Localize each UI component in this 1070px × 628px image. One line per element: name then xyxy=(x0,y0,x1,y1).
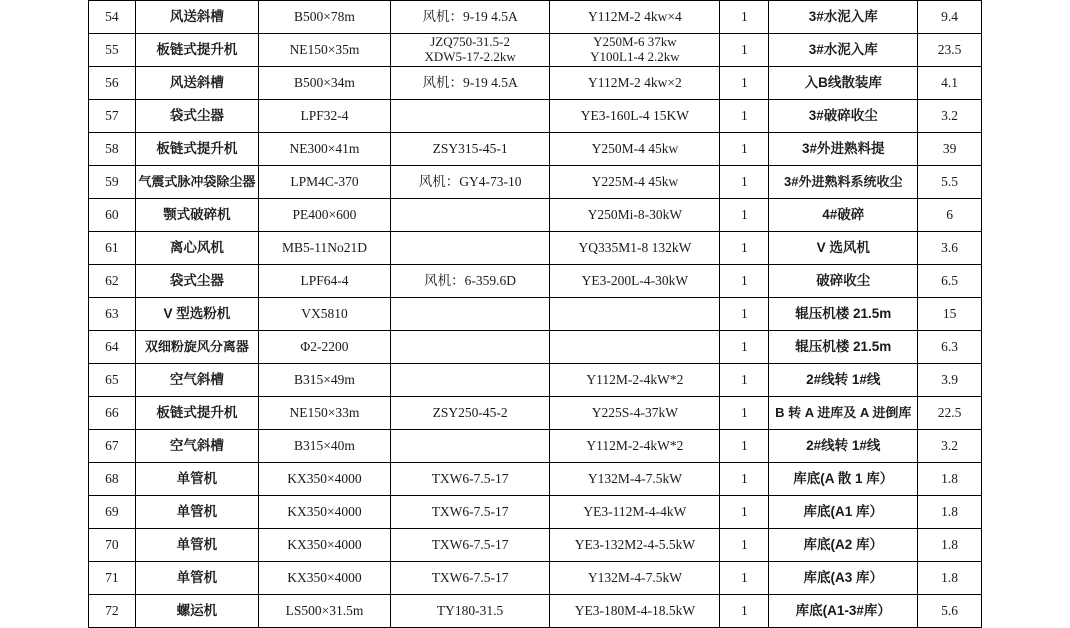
quantity: 1 xyxy=(720,133,769,166)
equipment-model: PE400×600 xyxy=(259,199,391,232)
motor-spec: Y250Mi-8-30kW xyxy=(550,199,720,232)
motor-spec: Y225S-4-37kW xyxy=(550,397,720,430)
quantity: 1 xyxy=(720,265,769,298)
equipment-model: VX5810 xyxy=(259,298,391,331)
table-row xyxy=(89,34,982,67)
table-row xyxy=(89,529,982,562)
equipment-name-text: 双细粉旋风分离器 xyxy=(144,339,249,354)
install-location: 库底(A1-3#库） xyxy=(769,595,918,628)
table-row xyxy=(89,331,982,364)
row-index: 56 xyxy=(89,67,136,100)
fan-spec xyxy=(390,331,549,364)
table-row xyxy=(89,265,982,298)
equipment-name xyxy=(135,331,258,364)
install-location: 2#线转 1#线 xyxy=(769,364,918,397)
equipment-model: B500×34m xyxy=(259,67,391,100)
equipment-name: 空气斜槽 xyxy=(135,364,258,397)
quantity: 1 xyxy=(720,331,769,364)
quantity: 1 xyxy=(720,529,769,562)
power-value: 1.8 xyxy=(918,463,982,496)
fan-spec: TXW6-7.5-17 xyxy=(390,463,549,496)
table-row xyxy=(89,430,982,463)
motor-spec: YE3-132M2-4-5.5kW xyxy=(550,529,720,562)
quantity: 1 xyxy=(720,397,769,430)
quantity: 1 xyxy=(720,67,769,100)
install-location: 3#水泥入库 xyxy=(769,1,918,34)
power-value: 22.5 xyxy=(918,397,982,430)
motor-spec: Y112M-2 4kw×4 xyxy=(550,1,720,34)
fan-spec: ZSY250-45-2 xyxy=(390,397,549,430)
install-location: 辊压机楼 21.5m xyxy=(769,331,918,364)
equipment-model: NE150×33m xyxy=(259,397,391,430)
equipment-model: MB5-11No21D xyxy=(259,232,391,265)
table-row xyxy=(89,364,982,397)
install-location: 库底(A1 库） xyxy=(769,496,918,529)
fan-spec: 风机：GY4-73-10 xyxy=(390,166,549,199)
quantity: 1 xyxy=(720,430,769,463)
row-index: 69 xyxy=(89,496,136,529)
power-value: 39 xyxy=(918,133,982,166)
table-row xyxy=(89,1,982,34)
power-value: 9.4 xyxy=(918,1,982,34)
row-index: 71 xyxy=(89,562,136,595)
equipment-name: 风送斜槽 xyxy=(135,67,258,100)
table-row xyxy=(89,595,982,628)
motor-spec: Y225M-4 45kw xyxy=(550,166,720,199)
fan-spec: ZSY315-45-1 xyxy=(390,133,549,166)
equipment-name: 颚式破碎机 xyxy=(135,199,258,232)
row-index: 59 xyxy=(89,166,136,199)
fan-spec xyxy=(390,232,549,265)
install-location: 3#水泥入库 xyxy=(769,34,918,67)
power-value: 3.9 xyxy=(918,364,982,397)
equipment-model: NE300×41m xyxy=(259,133,391,166)
install-location: 辊压机楼 21.5m xyxy=(769,298,918,331)
install-location xyxy=(769,166,918,199)
table-row xyxy=(89,67,982,100)
table-row xyxy=(89,166,982,199)
power-value: 1.8 xyxy=(918,496,982,529)
row-index: 57 xyxy=(89,100,136,133)
fan-spec-line2: XDW5-17-2.2kw xyxy=(424,49,516,64)
quantity: 1 xyxy=(720,298,769,331)
table-row xyxy=(89,199,982,232)
quantity: 1 xyxy=(720,496,769,529)
equipment-name: 单管机 xyxy=(135,463,258,496)
motor-spec xyxy=(550,331,720,364)
install-location: 库底(A3 库） xyxy=(769,562,918,595)
row-index: 55 xyxy=(89,34,136,67)
row-index: 61 xyxy=(89,232,136,265)
power-value: 3.6 xyxy=(918,232,982,265)
install-location xyxy=(769,397,918,430)
equipment-name: 板链式提升机 xyxy=(135,34,258,67)
fan-spec: 风机：9-19 4.5A xyxy=(390,67,549,100)
equipment-name: 板链式提升机 xyxy=(135,133,258,166)
fan-spec xyxy=(390,199,549,232)
equipment-model: LS500×31.5m xyxy=(259,595,391,628)
equipment-model: B315×40m xyxy=(259,430,391,463)
fan-spec-line1: JZQ750-31.5-2 xyxy=(430,34,511,50)
row-index: 58 xyxy=(89,133,136,166)
table-row xyxy=(89,397,982,430)
equipment-name: 板链式提升机 xyxy=(135,397,258,430)
install-location-text: B 转 A 进库及 A 进倒库 xyxy=(775,405,912,420)
row-index: 62 xyxy=(89,265,136,298)
fan-spec: TXW6-7.5-17 xyxy=(390,496,549,529)
motor-spec: YQ335M1-8 132kW xyxy=(550,232,720,265)
equipment-model: KX350×4000 xyxy=(259,562,391,595)
equipment-name: 离心风机 xyxy=(135,232,258,265)
equipment-name: V 型选粉机 xyxy=(135,298,258,331)
quantity: 1 xyxy=(720,34,769,67)
row-index: 63 xyxy=(89,298,136,331)
quantity: 1 xyxy=(720,232,769,265)
equipment-name: 单管机 xyxy=(135,529,258,562)
quantity: 1 xyxy=(720,1,769,34)
row-index: 64 xyxy=(89,331,136,364)
motor-spec: YE3-112M-4-4kW xyxy=(550,496,720,529)
equipment-name: 螺运机 xyxy=(135,595,258,628)
power-value: 6.3 xyxy=(918,331,982,364)
row-index: 67 xyxy=(89,430,136,463)
row-index: 66 xyxy=(89,397,136,430)
equipment-name: 袋式尘器 xyxy=(135,100,258,133)
equipment-model: KX350×4000 xyxy=(259,463,391,496)
equipment-name: 单管机 xyxy=(135,562,258,595)
row-index: 68 xyxy=(89,463,136,496)
quantity: 1 xyxy=(720,595,769,628)
table-row xyxy=(89,463,982,496)
equipment-model: Φ2-2200 xyxy=(259,331,391,364)
quantity: 1 xyxy=(720,562,769,595)
equipment-name: 空气斜槽 xyxy=(135,430,258,463)
fan-spec xyxy=(390,430,549,463)
fan-spec: TY180-31.5 xyxy=(390,595,549,628)
motor-spec: YE3-160L-4 15KW xyxy=(550,100,720,133)
install-location: 入B线散装库 xyxy=(769,67,918,100)
motor-spec xyxy=(550,298,720,331)
install-location: V 选风机 xyxy=(769,232,918,265)
motor-spec: Y132M-4-7.5kW xyxy=(550,562,720,595)
power-value: 5.5 xyxy=(918,166,982,199)
row-index: 70 xyxy=(89,529,136,562)
row-index: 60 xyxy=(89,199,136,232)
motor-spec: Y112M-2-4kW*2 xyxy=(550,364,720,397)
row-index: 72 xyxy=(89,595,136,628)
power-value: 1.8 xyxy=(918,562,982,595)
equipment-model: LPM4C-370 xyxy=(259,166,391,199)
fan-spec: TXW6-7.5-17 xyxy=(390,562,549,595)
motor-spec: Y132M-4-7.5kW xyxy=(550,463,720,496)
equipment-name-text: 气震式脉冲袋除尘器 xyxy=(138,174,256,189)
equipment-model: KX350×4000 xyxy=(259,496,391,529)
fan-spec: TXW6-7.5-17 xyxy=(390,529,549,562)
motor-spec: Y250M-4 45kw xyxy=(550,133,720,166)
equipment-name xyxy=(135,166,258,199)
equipment-model: B315×49m xyxy=(259,364,391,397)
equipment-model: NE150×35m xyxy=(259,34,391,67)
table-row xyxy=(89,232,982,265)
equipment-model: KX350×4000 xyxy=(259,529,391,562)
table-row xyxy=(89,562,982,595)
quantity: 1 xyxy=(720,166,769,199)
equipment-name: 单管机 xyxy=(135,496,258,529)
motor-spec: Y112M-2-4kW*2 xyxy=(550,430,720,463)
motor-spec-line2: Y100L1-4 2.2kw xyxy=(590,49,680,64)
fan-spec xyxy=(390,100,549,133)
power-value: 5.6 xyxy=(918,595,982,628)
install-location: 破碎收尘 xyxy=(769,265,918,298)
fan-spec xyxy=(390,364,549,397)
power-value: 23.5 xyxy=(918,34,982,67)
power-value: 1.8 xyxy=(918,529,982,562)
install-location: 4#破碎 xyxy=(769,199,918,232)
table-row xyxy=(89,496,982,529)
equipment-model: B500×78m xyxy=(259,1,391,34)
power-value: 4.1 xyxy=(918,67,982,100)
power-value: 6 xyxy=(918,199,982,232)
install-location-text: 3#外进熟料系统收尘 xyxy=(784,174,903,189)
fan-spec xyxy=(390,298,549,331)
motor-spec: YE3-200L-4-30kW xyxy=(550,265,720,298)
fan-spec xyxy=(390,34,549,67)
fan-spec: 风机：6-359.6D xyxy=(390,265,549,298)
quantity: 1 xyxy=(720,364,769,397)
equipment-model: LPF32-4 xyxy=(259,100,391,133)
motor-spec: Y112M-2 4kw×2 xyxy=(550,67,720,100)
quantity: 1 xyxy=(720,100,769,133)
motor-spec xyxy=(550,34,720,67)
install-location: 2#线转 1#线 xyxy=(769,430,918,463)
row-index: 65 xyxy=(89,364,136,397)
table-row xyxy=(89,133,982,166)
install-location: 3#破碎收尘 xyxy=(769,100,918,133)
install-location: 库底(A 散 1 库） xyxy=(769,463,918,496)
power-value: 6.5 xyxy=(918,265,982,298)
equipment-model: LPF64-4 xyxy=(259,265,391,298)
motor-spec-line1: Y250M-6 37kw xyxy=(593,34,677,50)
power-value: 3.2 xyxy=(918,430,982,463)
install-location: 库底(A2 库） xyxy=(769,529,918,562)
power-value: 15 xyxy=(918,298,982,331)
fan-spec: 风机：9-19 4.5A xyxy=(390,1,549,34)
table-row xyxy=(89,100,982,133)
table-row xyxy=(89,298,982,331)
power-value: 3.2 xyxy=(918,100,982,133)
install-location: 3#外进熟料提 xyxy=(769,133,918,166)
quantity: 1 xyxy=(720,199,769,232)
equipment-name: 风送斜槽 xyxy=(135,1,258,34)
quantity: 1 xyxy=(720,463,769,496)
equipment-name: 袋式尘器 xyxy=(135,265,258,298)
motor-spec: YE3-180M-4-18.5kW xyxy=(550,595,720,628)
row-index: 54 xyxy=(89,1,136,34)
